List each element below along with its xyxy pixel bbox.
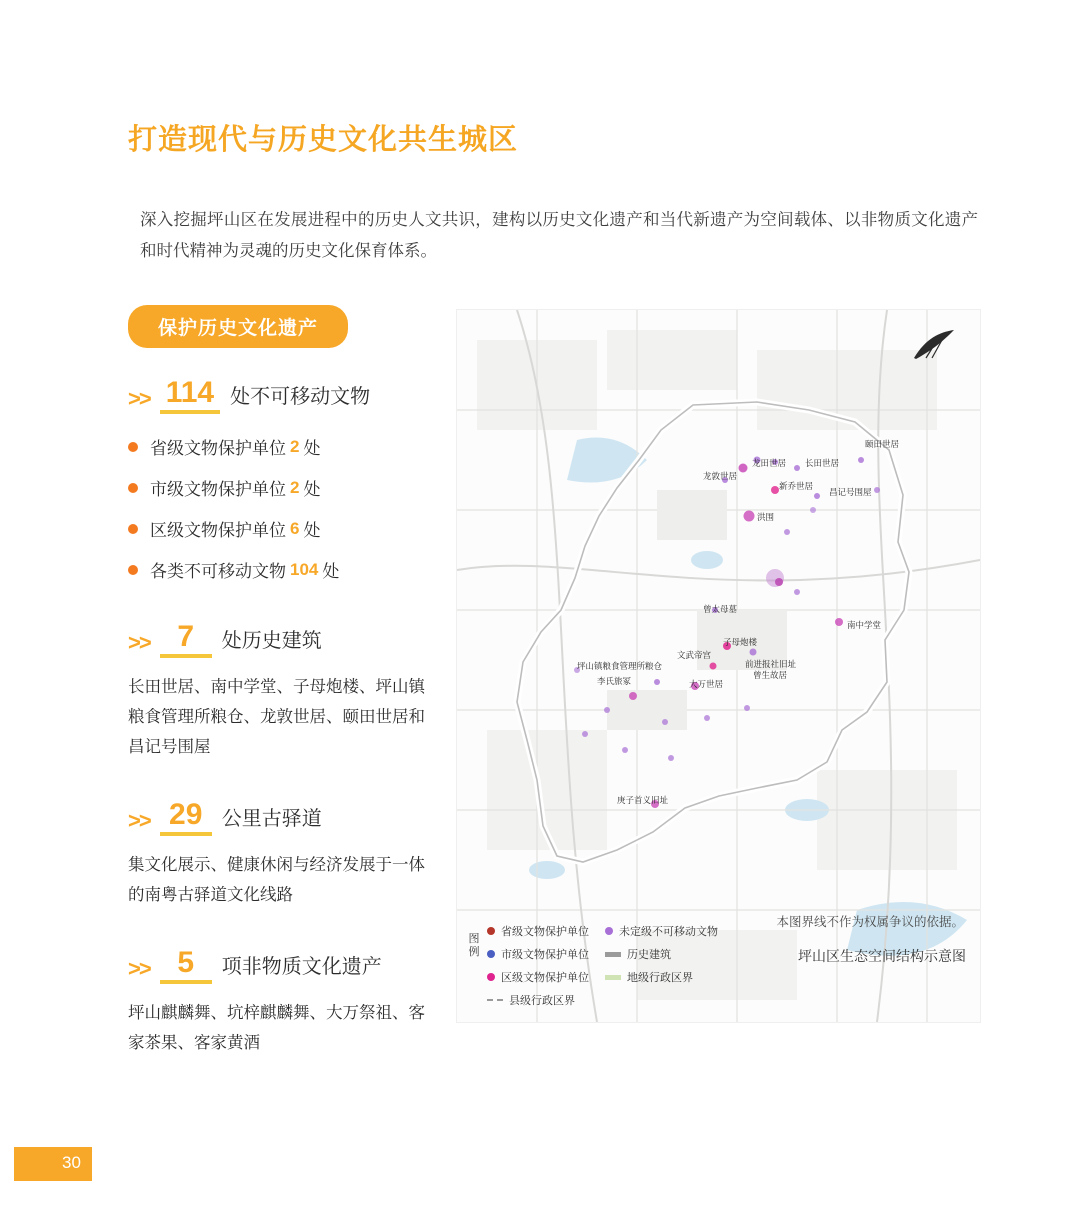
stat-head — [128, 800, 438, 836]
legend-bar-icon — [605, 952, 621, 957]
bullet-label: 市级文物保护单位 — [150, 480, 286, 499]
page-title: 打造现代与历史文化共生城区 — [128, 124, 519, 157]
stat-number: 7 — [160, 622, 212, 658]
bullet-label: 省级文物保护单位 — [150, 439, 286, 458]
stat-unit: 处历史建筑 — [221, 630, 322, 652]
section-badge: 保护历史文化遗产 — [128, 305, 348, 348]
list-item — [128, 557, 438, 582]
stat-description: 长田世居、南中学堂、子母炮楼、坪山镇粮食管理所粮仓、龙敦世居、颐田世居和昌记号围屋 — [128, 678, 425, 756]
chevron-icon: >> — [128, 956, 150, 981]
stat-description: 集文化展示、健康休闲与经济发展于一体的南粤古驿道文化线路 — [128, 856, 425, 904]
legend-item-label: 区级文物保护单位 — [501, 972, 589, 984]
legend-bar-icon — [605, 975, 621, 980]
map-figure — [456, 309, 981, 1023]
bullet-value: 2 — [290, 436, 300, 456]
map-poi-label: 新乔世居 — [779, 481, 814, 491]
map-poi-label: 南中学堂 — [847, 620, 882, 630]
map-legend — [467, 923, 718, 1008]
map-caption: 坪山区生态空间结构示意图 — [798, 948, 966, 964]
map-poi-label: 大万世居 — [689, 679, 724, 689]
stat-head — [128, 622, 438, 658]
bullet-label: 区级文物保护单位 — [150, 521, 286, 540]
bullet-suffix: 处 — [303, 521, 321, 540]
map-poi-label: 李氏旅冢 — [597, 676, 632, 686]
chevron-icon: >> — [128, 630, 150, 655]
stat-block-intangible-heritage — [128, 948, 438, 1058]
chevron-icon: >> — [128, 808, 150, 833]
bullet-list — [128, 434, 438, 582]
map-poi-label: 前进报社旧址 — [745, 659, 797, 669]
stat-head — [128, 948, 438, 984]
left-column — [128, 305, 438, 1058]
legend-item-label: 未定级不可移动文物 — [619, 926, 718, 938]
list-item — [128, 516, 438, 541]
legend-item — [487, 923, 589, 939]
map-poi-label: 庚子首义旧址 — [617, 795, 669, 805]
stat-unit: 项非物质文化遗产 — [221, 956, 382, 978]
compass-icon — [906, 328, 962, 362]
stat-block-relics — [128, 378, 438, 582]
legend-title: 图例 — [468, 933, 480, 958]
map-poi-label: 洪围 — [757, 512, 775, 522]
map-poi-label: 昌记号围屋 — [829, 487, 872, 497]
stat-number: 114 — [160, 378, 220, 414]
bullet-suffix: 处 — [322, 562, 340, 581]
chevron-icon: >> — [128, 386, 150, 411]
list-item — [128, 475, 438, 500]
bullet-dot-icon — [128, 565, 138, 575]
bullet-suffix: 处 — [303, 480, 321, 499]
legend-item-label: 市级文物保护单位 — [501, 949, 589, 961]
legend-item — [487, 992, 589, 1008]
map-poi-label: 文武帝宫 — [677, 650, 712, 660]
bullet-label: 各类不可移动文物 — [150, 562, 286, 581]
legend-item-label: 省级文物保护单位 — [501, 926, 589, 938]
bullet-value: 2 — [290, 477, 300, 497]
map-poi-label: 龙田世居 — [752, 458, 787, 468]
stat-description: 坪山麒麟舞、坑梓麒麟舞、大万祭祖、客家茶果、客家黄酒 — [128, 1004, 425, 1052]
legend-line-icon — [487, 999, 503, 1001]
legend-dot-icon — [487, 950, 495, 958]
map-disclaimer: 本图界线不作为权属争议的依据。 — [776, 915, 964, 929]
stat-block-historic-buildings — [128, 622, 438, 762]
map-poi-label: 子母炮楼 — [723, 637, 758, 647]
legend-item — [605, 946, 718, 962]
legend-item-label: 县级行政区界 — [509, 995, 575, 1007]
bullet-value: 104 — [290, 559, 319, 579]
map-poi-label: 龙敦世居 — [703, 471, 738, 481]
legend-item — [487, 969, 589, 985]
bullet-value: 6 — [290, 518, 300, 538]
stat-number: 29 — [160, 800, 212, 836]
bullet-dot-icon — [128, 524, 138, 534]
legend-item — [605, 923, 718, 939]
map-poi-label: 曾生故居 — [753, 670, 788, 680]
legend-dot-icon — [605, 927, 613, 935]
bullet-dot-icon — [128, 442, 138, 452]
stat-unit: 公里古驿道 — [221, 808, 322, 830]
stat-number: 5 — [160, 948, 212, 984]
legend-dot-icon — [487, 973, 495, 981]
page-number: 30 — [62, 1153, 81, 1172]
legend-dot-icon — [487, 927, 495, 935]
map-poi-label: 长田世居 — [805, 458, 840, 468]
map-poi-label: 颐田世居 — [865, 439, 900, 449]
legend-item-label: 地级行政区界 — [627, 972, 693, 984]
legend-item — [605, 969, 718, 985]
legend-item-label: 历史建筑 — [627, 949, 671, 961]
bullet-dot-icon — [128, 483, 138, 493]
map-poi-label: 坪山镇粮食管理所粮仓 — [577, 661, 663, 671]
lead-paragraph: 深入挖掘坪山区在发展进程中的历史人文共识，建构以历史文化遗产和当代新遗产为空间载体、以非物质文化遗产和时代精神为灵魂的历史文化保育体系。 — [140, 210, 978, 260]
bullet-suffix: 处 — [303, 439, 321, 458]
stat-head — [128, 378, 438, 414]
list-item — [128, 434, 438, 459]
stat-block-ancient-road — [128, 800, 438, 910]
map-poi-label: 曾太母墓 — [703, 604, 738, 614]
legend-item — [487, 946, 589, 962]
stat-unit: 处不可移动文物 — [230, 386, 371, 408]
